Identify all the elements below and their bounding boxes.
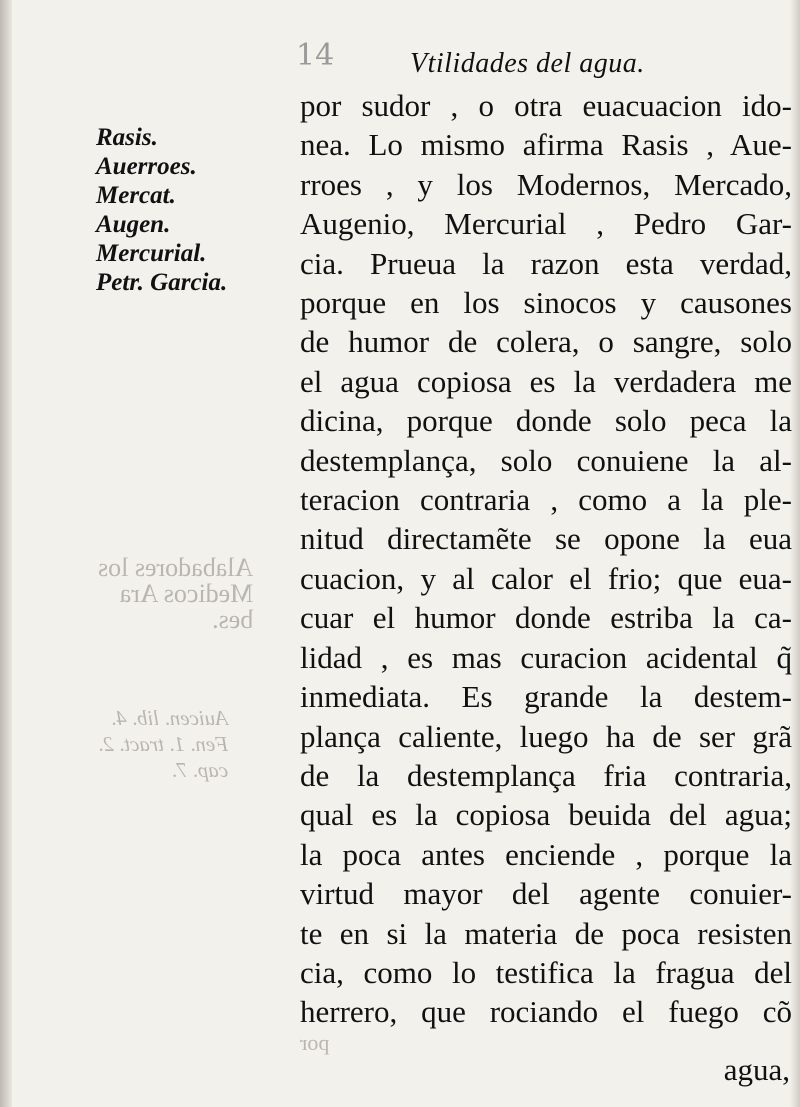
text-line: inmediata. Es grande la destem- xyxy=(300,679,792,715)
text-line: cuar el humor donde estriba la ca- xyxy=(300,600,792,636)
show-through-line: Medicos Ara xyxy=(119,579,254,608)
text-line: rroes , y los Modernos, Mercado, xyxy=(300,166,792,202)
margin-note-garcia: Petr. Garcia. xyxy=(96,269,228,296)
text-line: el agua copiosa es la verdadera me xyxy=(300,363,792,399)
margin-note-mercurial: Mercurial. xyxy=(96,240,207,267)
text-line: dicina, porque donde solo peca la xyxy=(300,403,792,439)
page-edge-left xyxy=(0,0,12,1107)
running-head: Vtilidades del agua. xyxy=(410,48,645,79)
text-line: qual es la copiosa beuida del agua; xyxy=(300,797,792,833)
text-line: porque en los sinocos y causones xyxy=(300,285,792,321)
text-line: la poca antes enciende , porque la xyxy=(300,836,792,872)
page-number: 14 xyxy=(296,38,335,73)
text-line: lidad , es mas curacion acidental q̃ xyxy=(300,639,792,675)
text-line: por sudor , o otra euacuacion ido- xyxy=(300,88,792,123)
text-line: de la destemplança fria contraria, xyxy=(300,757,792,793)
margin-note-auerroes: Auerroes. xyxy=(96,153,197,180)
text-line: nitud directamẽte se opone la eua xyxy=(300,521,792,557)
show-through-line: bes. xyxy=(212,605,254,634)
show-through-note-upper xyxy=(98,555,253,633)
margin-note-rasis: Rasis. xyxy=(96,124,158,151)
text-line: de humor de colera, o sangre, solo xyxy=(300,324,792,360)
margin-note-mercat: Mercat. xyxy=(96,182,176,209)
text-line: virtud mayor del agente conuier- xyxy=(300,876,792,912)
text-line: plança caliente, luego ha de ser grã xyxy=(300,718,792,754)
margin-notes xyxy=(96,123,227,297)
margin-note-augen: Augen. xyxy=(96,211,171,238)
show-through-catchword: por xyxy=(300,1030,330,1055)
text-line: teracion contraria , como a la ple- xyxy=(300,482,792,518)
show-through-line: Alabadores los xyxy=(98,553,254,582)
text-line: te en si la materia de poca resisten xyxy=(300,915,792,951)
text-line: herrero, que rociando el fuego cõ xyxy=(300,994,792,1030)
text-line: cia, como lo testifica la fragua del xyxy=(300,954,792,990)
text-line: nea. Lo mismo afirma Rasis , Aue- xyxy=(300,127,792,163)
body-text xyxy=(300,86,792,1032)
show-through-line: Auicen. lib. 4. xyxy=(110,706,229,730)
catchword: agua, xyxy=(723,1052,790,1087)
text-line: destemplança, solo conuiene la al- xyxy=(300,442,792,478)
text-line: cuacion, y al calor el frio; que eua- xyxy=(300,560,792,596)
text-line: Augenio, Mercurial , Pedro Gar- xyxy=(300,206,792,242)
show-through-line: cap. 7. xyxy=(171,758,229,782)
show-through-line: Fen. 1. tract. 2. xyxy=(98,732,229,756)
text-line: cia. Prueua la razon esta verdad, xyxy=(300,245,792,281)
show-through-note-lower xyxy=(98,705,228,783)
